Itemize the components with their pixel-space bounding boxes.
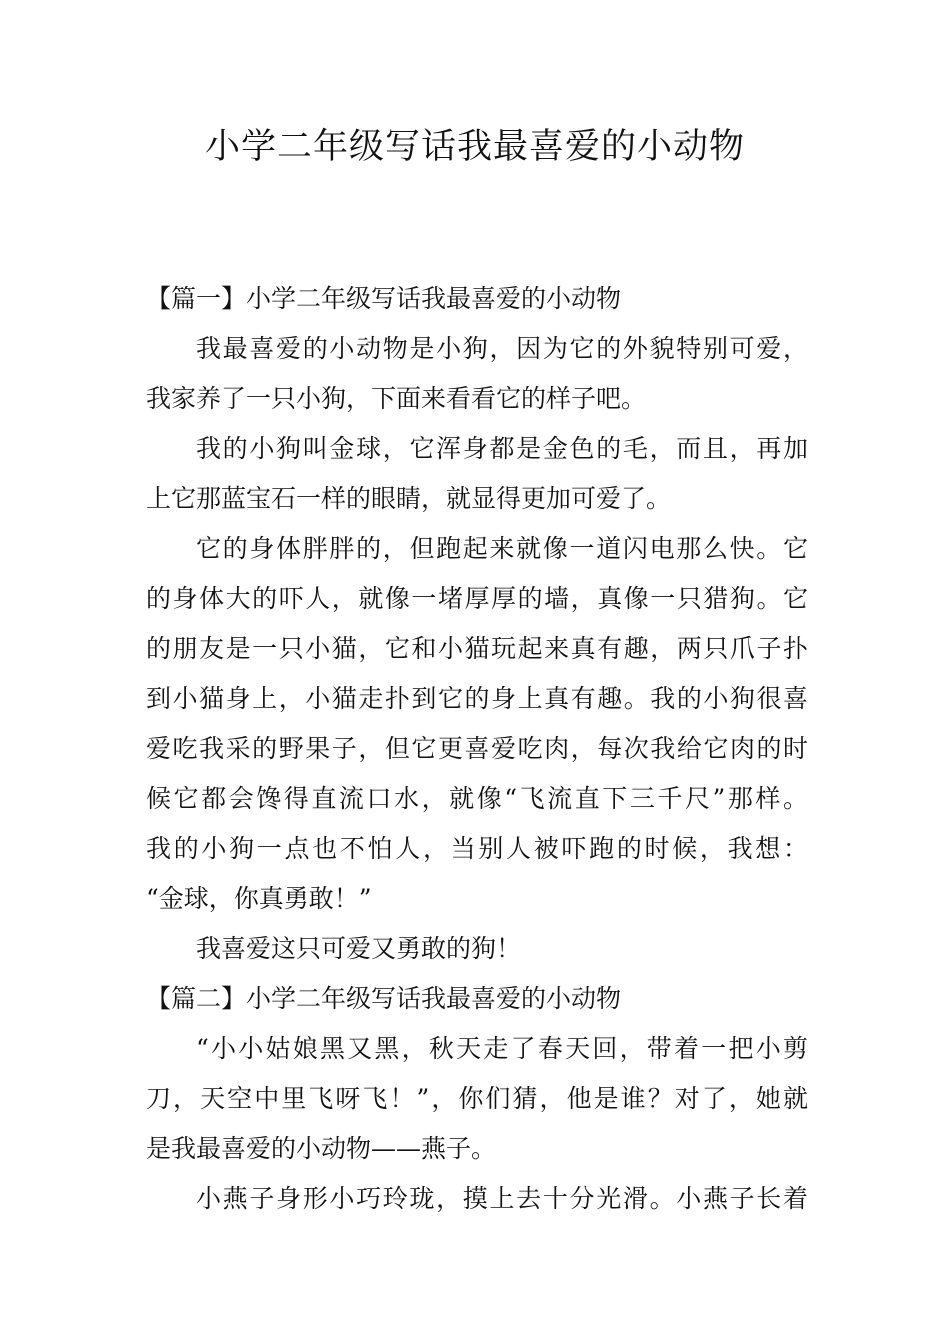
paragraph-line: 我最喜爱的小动物是小狗，因为它的外貌特别可爱， (196, 334, 808, 363)
paragraph-line: 的朋友是一只小猫，它和小猫玩起来真有趣，两只爪子扑 (146, 634, 808, 663)
section-heading: 【篇一】小学二年级写话我最喜爱的小动物 (146, 284, 622, 313)
paragraph-line: 候它都会馋得直流口水，就像“飞流直下三千尺”那样。 (146, 784, 808, 813)
paragraph-line: 爱吃我采的野果子，但它更喜爱吃肉，每次我给它肉的时 (146, 734, 808, 763)
paragraph-line: 刀，天空中里飞呀飞！”，你们猜，他是谁？对了，她就 (146, 1084, 808, 1113)
paragraph-line: “小小姑娘黑又黑，秋天走了春天回，带着一把小剪 (196, 1034, 808, 1063)
paragraph-line: 小燕子身形小巧玲珑，摸上去十分光滑。小燕子长着 (196, 1184, 808, 1213)
paragraph-line: 上它那蓝宝石一样的眼睛，就显得更加可爱了。 (146, 484, 672, 513)
paragraph-line: 的身体大的吓人，就像一堵厚厚的墙，真像一只猎狗。它 (146, 584, 808, 613)
document-body (146, 274, 808, 1224)
paragraph-line: 我喜爱这只可爱又勇敢的狗！ (196, 934, 522, 963)
paragraph-line: 是我最喜爱的小动物——燕子。 (146, 1134, 497, 1163)
paragraph-line: 我家养了一只小狗，下面来看看它的样子吧。 (146, 384, 647, 413)
paragraph-line: 到小猫身上，小猫走扑到它的身上真有趣。我的小狗很喜 (146, 684, 808, 713)
document-title: 小学二年级写话我最喜爱的小动物 (204, 127, 745, 167)
section-heading: 【篇二】小学二年级写话我最喜爱的小动物 (146, 984, 622, 1013)
paragraph-line: 我的小狗一点也不怕人，当别人被吓跑的时候，我想： (146, 834, 808, 863)
paragraph-line: 我的小狗叫金球，它浑身都是金色的毛，而且，再加 (196, 434, 808, 463)
paragraph-line: 它的身体胖胖的，但跑起来就像一道闪电那么快。它 (196, 534, 808, 563)
paragraph-line: “金球，你真勇敢！” (146, 884, 372, 913)
